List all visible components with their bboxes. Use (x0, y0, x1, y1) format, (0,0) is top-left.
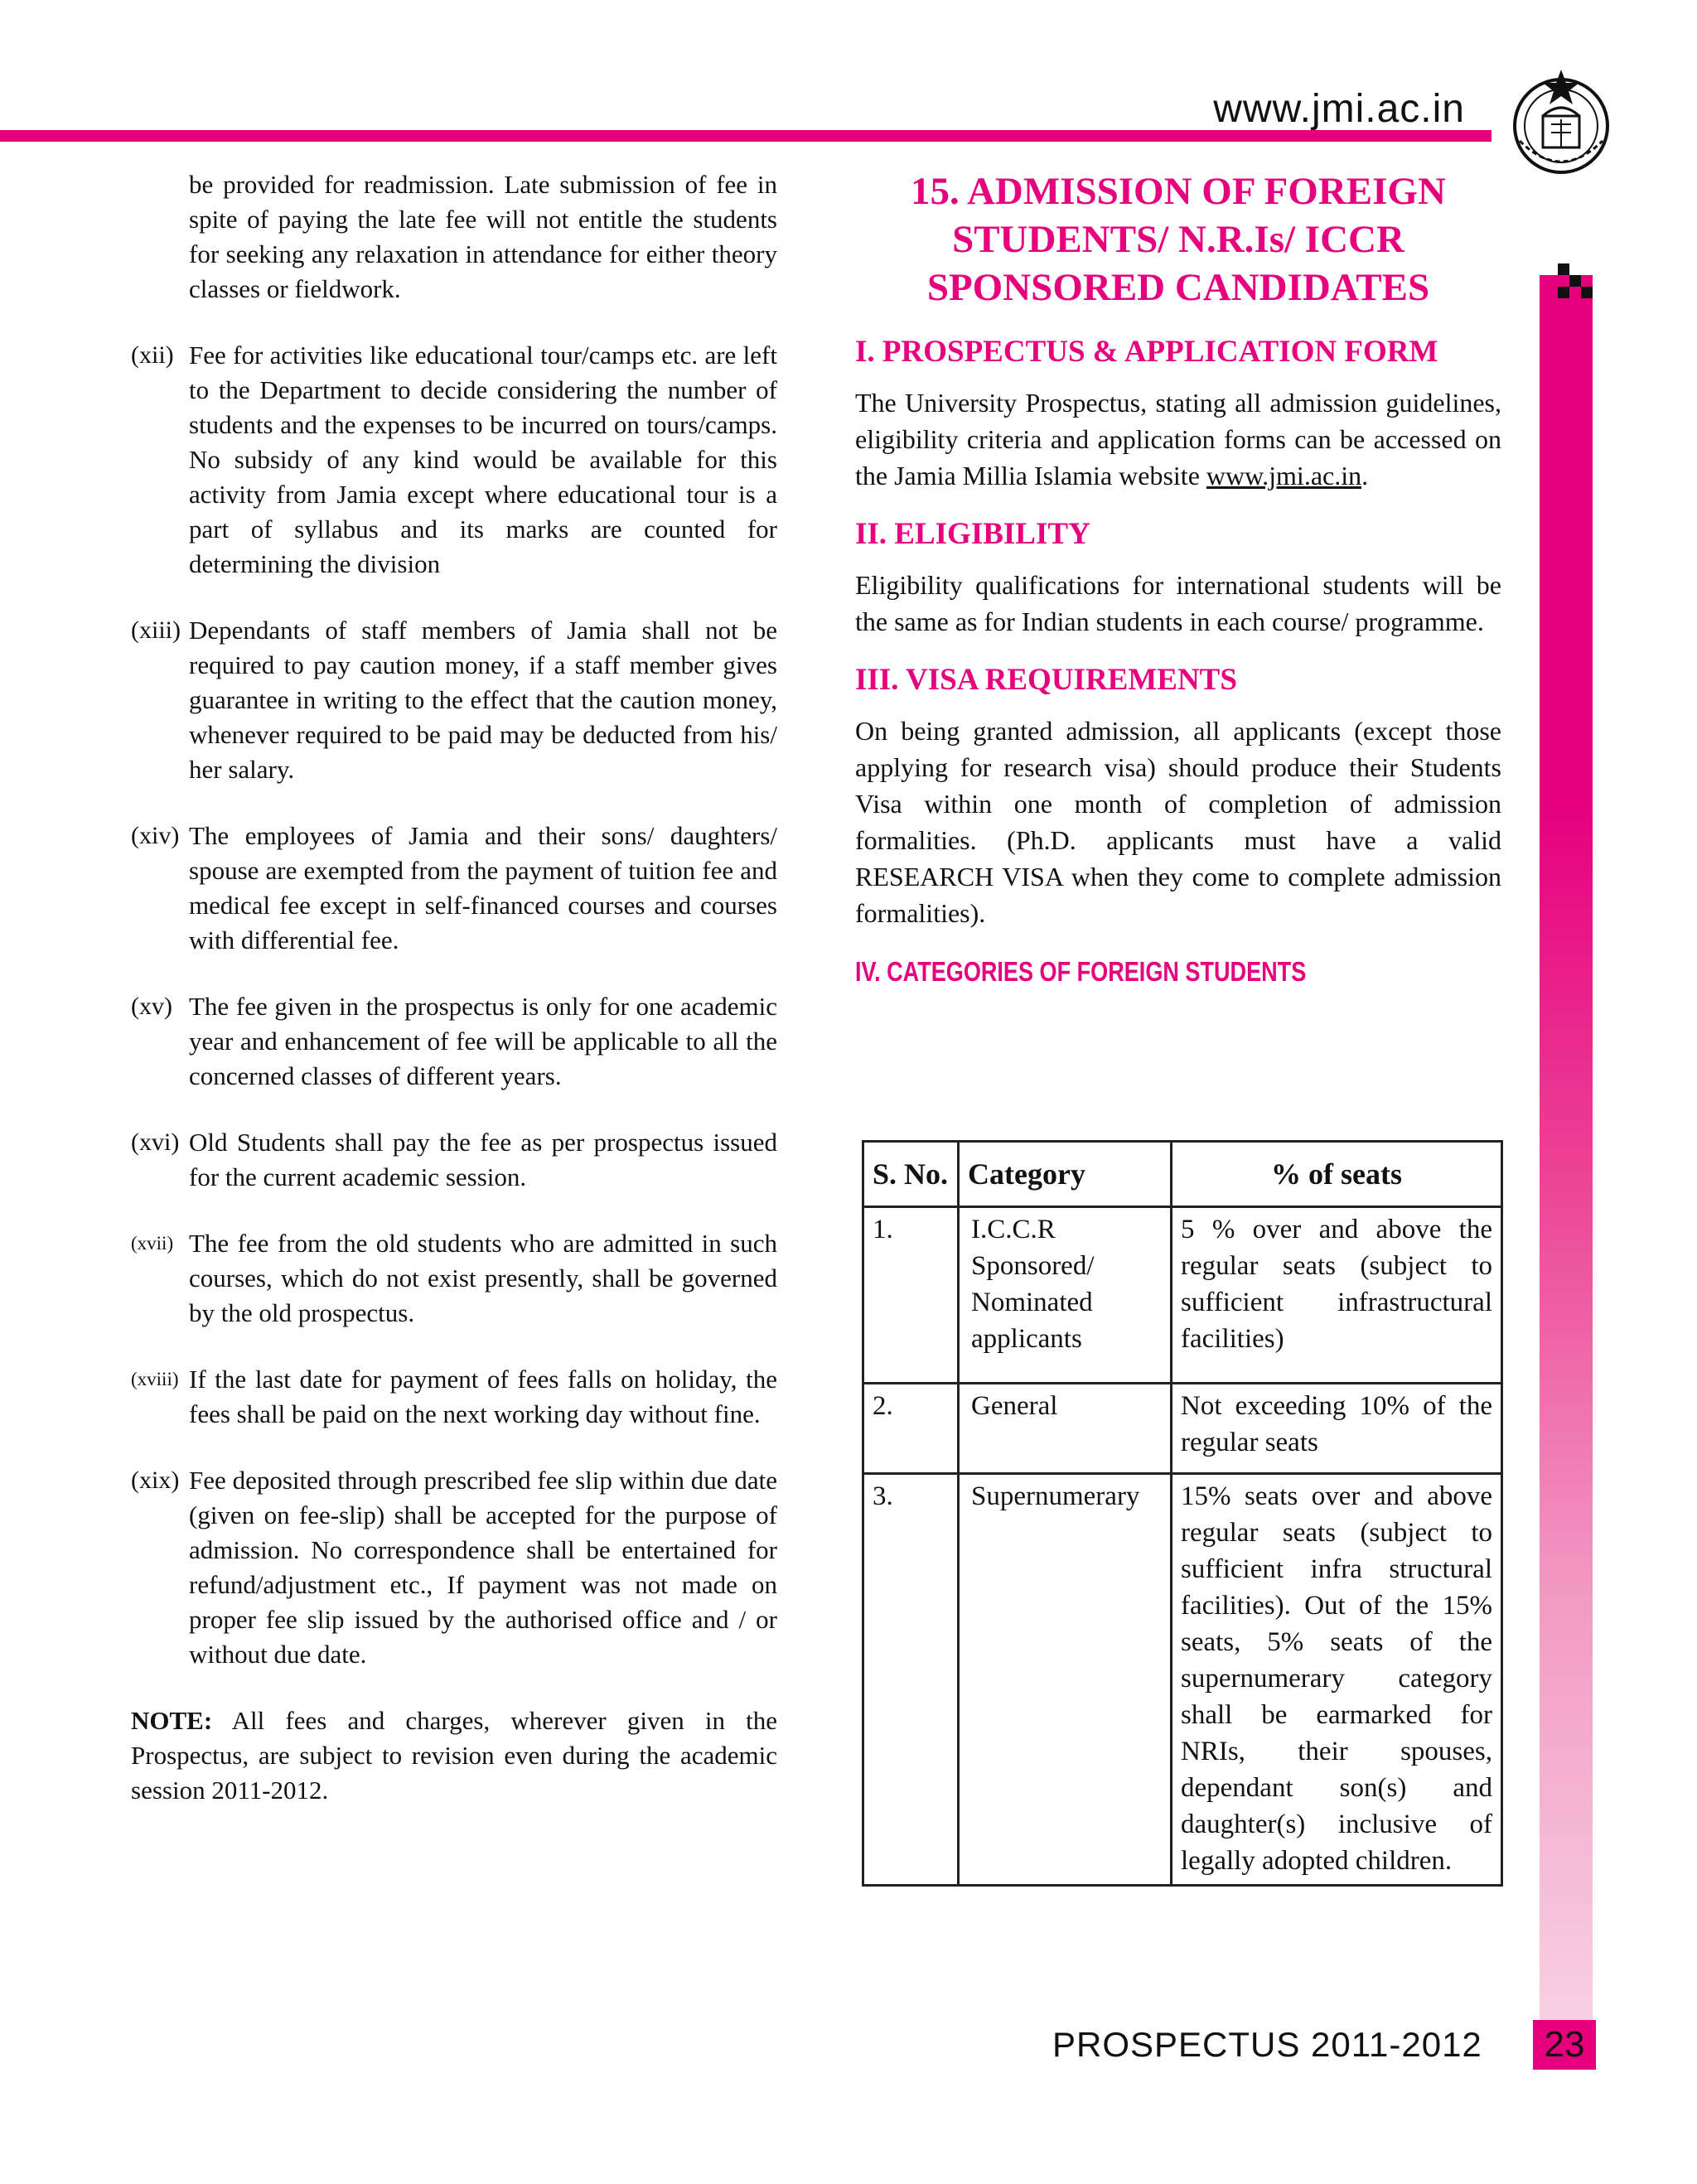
item-text: Old Students shall pay the fee as per prospectus issued for the current academic session. (189, 1128, 777, 1191)
categories-table (862, 1140, 1503, 1887)
list-item (131, 1125, 777, 1195)
table-header-row (863, 1142, 1502, 1207)
subsection-paragraph: Eligibility qualifications for international students will be the same as for Indian students in each course/ programme. (855, 570, 1501, 636)
table-header-cell: % of seats (1172, 1142, 1502, 1207)
band-square (1558, 287, 1569, 298)
table-row (863, 1384, 1502, 1474)
item-text: If the last date for payment of fees falls on holiday, the fees shall be paid on the next working day without fine. (189, 1365, 777, 1428)
subsection-paragraph: On being granted admission, all applicants (except those applying for research visa) should produce their Students Visa within one month of completion of admission formalities. (Ph.D. applicants must have a valid RESEARCH VISA when they come to complete admission formalities). (855, 716, 1501, 928)
footer-title: PROSPECTUS 2011-2012 (1052, 2025, 1482, 2064)
item-text: The employees of Jamia and their sons/ daughters/ spouse are exempted from the payment of tuition fee and medical fee except in self-financed courses and courses with differential fee. (189, 821, 777, 954)
university-logo-icon (1503, 66, 1619, 182)
subsection-heading: III. VISA REQUIREMENTS (855, 663, 1237, 697)
item-text: The fee given in the prospectus is only for one academic year and enhancement of fee will be applicable to all the concerned classes of different years. (189, 992, 777, 1090)
list-item (131, 338, 777, 582)
table-row (863, 1474, 1502, 1886)
item-text: Dependants of staff members of Jamia shall not be required to pay caution money, if a staff member gives guarantee in writing to the effect that the caution money, whenever required to be paid may be deducted from his/ her salary. (189, 616, 777, 784)
table-cell: General (959, 1384, 1172, 1474)
side-color-band (1540, 275, 1593, 2040)
header-rule (0, 130, 1492, 142)
item-number: (xiv) (131, 822, 180, 849)
note-block (131, 1703, 777, 1808)
subsection-heading: IV. CATEGORIES OF FOREIGN STUDENTS (855, 956, 1307, 987)
table-cell: 5 % over and above the regular seats (subject to sufficient infrastructural facilities) (1172, 1207, 1502, 1384)
table-cell: 3. (863, 1474, 959, 1886)
table-header-cell: Category (959, 1142, 1172, 1207)
table-header-cell: S. No. (863, 1142, 959, 1207)
item-text: Fee for activities like educational tour/camps etc. are left to the Department to decide considering the number of students and the expenses to be incurred on tours/camps. No subsidy of any kind would be available for this activity from Jamia except where educational tour is a part of syllabus and its marks are counted for determining the division (189, 341, 777, 578)
item-number: (xiii) (131, 616, 181, 644)
list-item (131, 1463, 777, 1672)
list-item (131, 1226, 777, 1331)
page-number: 23 (1533, 2020, 1596, 2070)
table-cell: 2. (863, 1384, 959, 1474)
table-cell: 15% seats over and above regular seats (subject to sufficient infra structural facilities). Out of the 15% seats, 5% seats of the supernumerary category shall be earmarked for NRIs, their spouses, dependant son(s) and daughter(s) inclusive of legally adopted children. (1172, 1474, 1502, 1886)
band-square (1581, 287, 1593, 298)
item-number: (xvii) (131, 1233, 174, 1254)
subsection-heading: II. ELIGIBILITY (855, 517, 1090, 551)
list-item (131, 989, 777, 1094)
section-title-line: SPONSORED CANDIDATES (926, 266, 1430, 309)
band-square (1569, 275, 1581, 287)
site-url[interactable]: www.jmi.ac.in (1213, 87, 1465, 131)
list-item (131, 819, 777, 958)
item-number: (xviii) (131, 1369, 179, 1389)
continuation-paragraph: be provided for readmission. Late submission of fee in spite of paying the late fee will not entitle the students for seeking any relaxation in attendance for either theory classes or fieldwork. (189, 170, 777, 303)
left-column (131, 167, 777, 1839)
note-label: NOTE: (131, 1706, 213, 1735)
list-item (131, 1362, 777, 1432)
table-row (863, 1207, 1502, 1384)
item-number: (xii) (131, 341, 174, 369)
band-square (1558, 263, 1569, 275)
section-title-line: 15. ADMISSION OF FOREIGN (911, 170, 1446, 213)
right-column (855, 167, 1501, 1004)
subsection-heading: I. PROSPECTUS & APPLICATION FORM (855, 335, 1438, 369)
table-cell: Not exceeding 10% of the regular seats (1172, 1384, 1502, 1474)
section-title-line: STUDENTS/ N.R.Is/ ICCR (952, 218, 1404, 261)
note-text: All fees and charges, wherever given in the Prospectus, are subject to revision even during the academic session 2011-2012. (131, 1706, 777, 1805)
paragraph-text: The University Prospectus, stating all admission guidelines, eligibility criteria and application forms can be accessed on the Jamia Millia Islamia website (855, 388, 1501, 490)
item-number: (xix) (131, 1466, 180, 1494)
subsection-paragraph: The University Prospectus, stating all admission guidelines, eligibility criteria and application forms can be accessed on the Jamia Millia Islamia website www.jmi.ac.in. (855, 388, 1501, 490)
table-cell: Supernumerary (959, 1474, 1172, 1886)
item-number: (xv) (131, 993, 172, 1020)
item-number: (xvi) (131, 1128, 180, 1156)
website-link[interactable]: www.jmi.ac.in (1206, 461, 1362, 490)
item-text: The fee from the old students who are admitted in such courses, which do not exist presently, shall be governed by the old prospectus. (189, 1229, 777, 1327)
table-cell: I.C.C.R Sponsored/ Nominated applicants (959, 1207, 1172, 1384)
list-item (131, 613, 777, 787)
table-cell: 1. (863, 1207, 959, 1384)
item-text: Fee deposited through prescribed fee slip within due date (given on fee-slip) shall be accepted for the purpose of admission. No correspondence shall be entertained for refund/adjustment etc., If payment was not made on proper fee slip issued by the authorised office and / or without due date. (189, 1466, 777, 1669)
